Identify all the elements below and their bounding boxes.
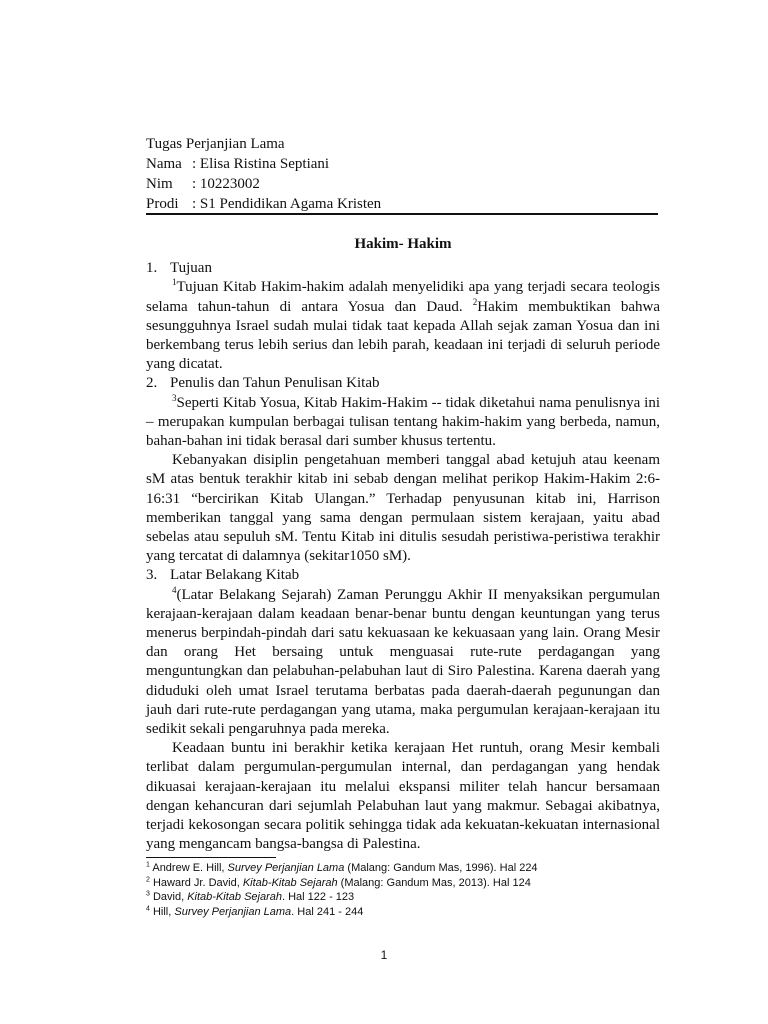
footnote-book-title: Survey Perjanjian Lama (227, 862, 345, 874)
footnote-ref: 1 (172, 277, 177, 288)
section-heading-text: Latar Belakang Kitab (170, 567, 300, 584)
info-value: : S1 Pendidikan Agama Kristen (192, 196, 382, 212)
footnote-ref: 4 (172, 584, 177, 595)
paragraph-text: Tujuan Kitab Hakim-hakim adalah menyelidiki apa yang terjadi secara teologis selama tahun-tahun di antara Yosua dan Daud. (146, 279, 660, 315)
paragraph-text: Hakim membuktikan bahwa sesungguhnya Israel sudah mulai tidak taat kepada Allah sejak zaman Yosua dan ini berkembang terus lebih serius dan lebih parah, keadaan ini terjadi di seluruh periode yang dicatat. (146, 298, 660, 373)
page-number: 1 (380, 948, 388, 962)
info-value: : 10223002 (192, 176, 260, 192)
info-row-prodi (146, 194, 658, 214)
footnote-text: Andrew E. Hill, (149, 862, 228, 874)
footnote (146, 861, 660, 876)
info-row-nim (146, 174, 658, 194)
footnote-text: (Malang: Gandum Mas, 2013). Hal 124 (337, 876, 531, 889)
footnote-number: 1 (146, 861, 150, 869)
footnote-text: . Hal 122 - 123 (281, 891, 355, 904)
sections-container (146, 259, 660, 854)
footnote-text: Hill, (149, 905, 175, 918)
paragraph (146, 394, 660, 452)
paragraph-text: Keadaan buntu ini berakhir ketika kerajaan Het runtuh, orang Mesir kembali terlibat dalam pergumulan-pergumulan internal, dan perdagangan yang hendak dikuasai kerajaan-kerajaan itu melalui ekspansi militer telah hancur bersamaan dengan kehancuran dari sejumlah Pelabuhan laut yang makmur. Sebagai akibatnya, terjadi kekosongan secara politik sehingga tidak ada kekuatan-kekuatan internasional yang mengancam bangsa-bangsa di Palestina. (146, 740, 660, 853)
paragraph (146, 451, 660, 566)
document-title: Hakim- Hakim (354, 236, 452, 252)
paragraph-text: Kebanyakan disiplin pengetahuan memberi tanggal abad ketujuh atau keenam sM atas bentuk terakhir kitab ini sebab dengan melihat perikop Hakim-Hakim 2:6-16:31 “bercirikan Kitab Ulangan.” Terhadap penyusunan kitab ini, Harrison memberikan tanggal yang sama dengan permulaan sistem kerajaan, yaitu abad sebelas atau sepuluh sM. Tentu Kitab ini ditulis sesudah peristiwa-peristiwa terakhir yang tercatat di dalamnya (sekitar1050 sM). (146, 452, 660, 565)
header-divider (146, 213, 658, 215)
footnote-text: . Hal 241 - 244 (291, 905, 364, 918)
footnote-text: (Malang: Gandum Mas, 1996). Hal 224 (344, 862, 538, 874)
course-title-text: Tugas Perjanjian Lama (146, 136, 285, 152)
footnote-book-title: Kitab-Kitab Sejarah (187, 891, 282, 904)
section-number: 3. (146, 567, 158, 584)
footnote-book-title: Survey Perjanjian Lama (174, 905, 292, 918)
footnote (146, 905, 660, 920)
paragraph (146, 739, 660, 854)
paragraph-text: (Latar Belakang Sejarah) Zaman Perunggu Akhir II menyaksikan pergumulan kerajaan-kerajaan dalam keadaan benar-benar buntu dengan keuntungan yang terus menerus berpindah-pindah dari satu kekuasaan ke kekuasaan yang lain. Orang Mesir dan orang Het bersaing untuk menguasai rute-rute perdagangan yang menguntungkan dan pelabuhan-pelabuhan laut di Siro Palestina. Karena daerah yang diduduki oleh umat Israel terutama berbatas pada daerah-daerah pegunungan dan jauh dari rute-rute perdagangan yang utama, maka pergumulan kerajaan-kerajaan itu sedikit sekali pengaruhnya pada mereka. (146, 586, 660, 738)
paragraph-text: Seperti Kitab Yosua, Kitab Hakim-Hakim -- tidak diketahui nama penulisnya ini – merupakan kumpulan berbagai tulisan tentang hakim-hakim yang berbeda, namun, bahan-bahan ini tidak berasal dari sumber khusus tertentu. (146, 394, 660, 450)
info-label: Nim (146, 176, 173, 192)
footnote-number: 4 (146, 905, 150, 913)
footnote-text: Haward Jr. David, (149, 876, 243, 889)
footnote-number: 3 (146, 890, 150, 898)
paragraph (146, 586, 660, 740)
footnote-number: 2 (146, 875, 150, 883)
footnote-book-title: Kitab-Kitab Sejarah (242, 876, 338, 889)
footnote-divider (146, 857, 276, 858)
section-heading-text: Penulis dan Tahun Penulisan Kitab (170, 375, 380, 392)
footnote-text: David, (149, 891, 188, 904)
info-row-name (146, 154, 658, 174)
footnote-ref: 3 (172, 392, 177, 403)
section-heading (146, 566, 660, 585)
info-label: Nama (146, 156, 182, 172)
footnote-ref: 2 (472, 296, 478, 307)
footnotes (146, 861, 660, 919)
section-heading (146, 259, 660, 278)
footnote (146, 890, 660, 905)
document-body (146, 235, 660, 855)
info-label: Prodi (146, 196, 179, 212)
section-heading (146, 374, 660, 393)
paragraph (146, 278, 660, 374)
section-number: 2. (146, 375, 158, 392)
section-heading-text: Tujuan (170, 260, 212, 277)
section-number: 1. (146, 260, 158, 277)
info-value: : Elisa Ristina Septiani (192, 156, 330, 172)
course-title (146, 134, 658, 154)
footnote (146, 876, 660, 891)
student-info-header (146, 134, 658, 214)
